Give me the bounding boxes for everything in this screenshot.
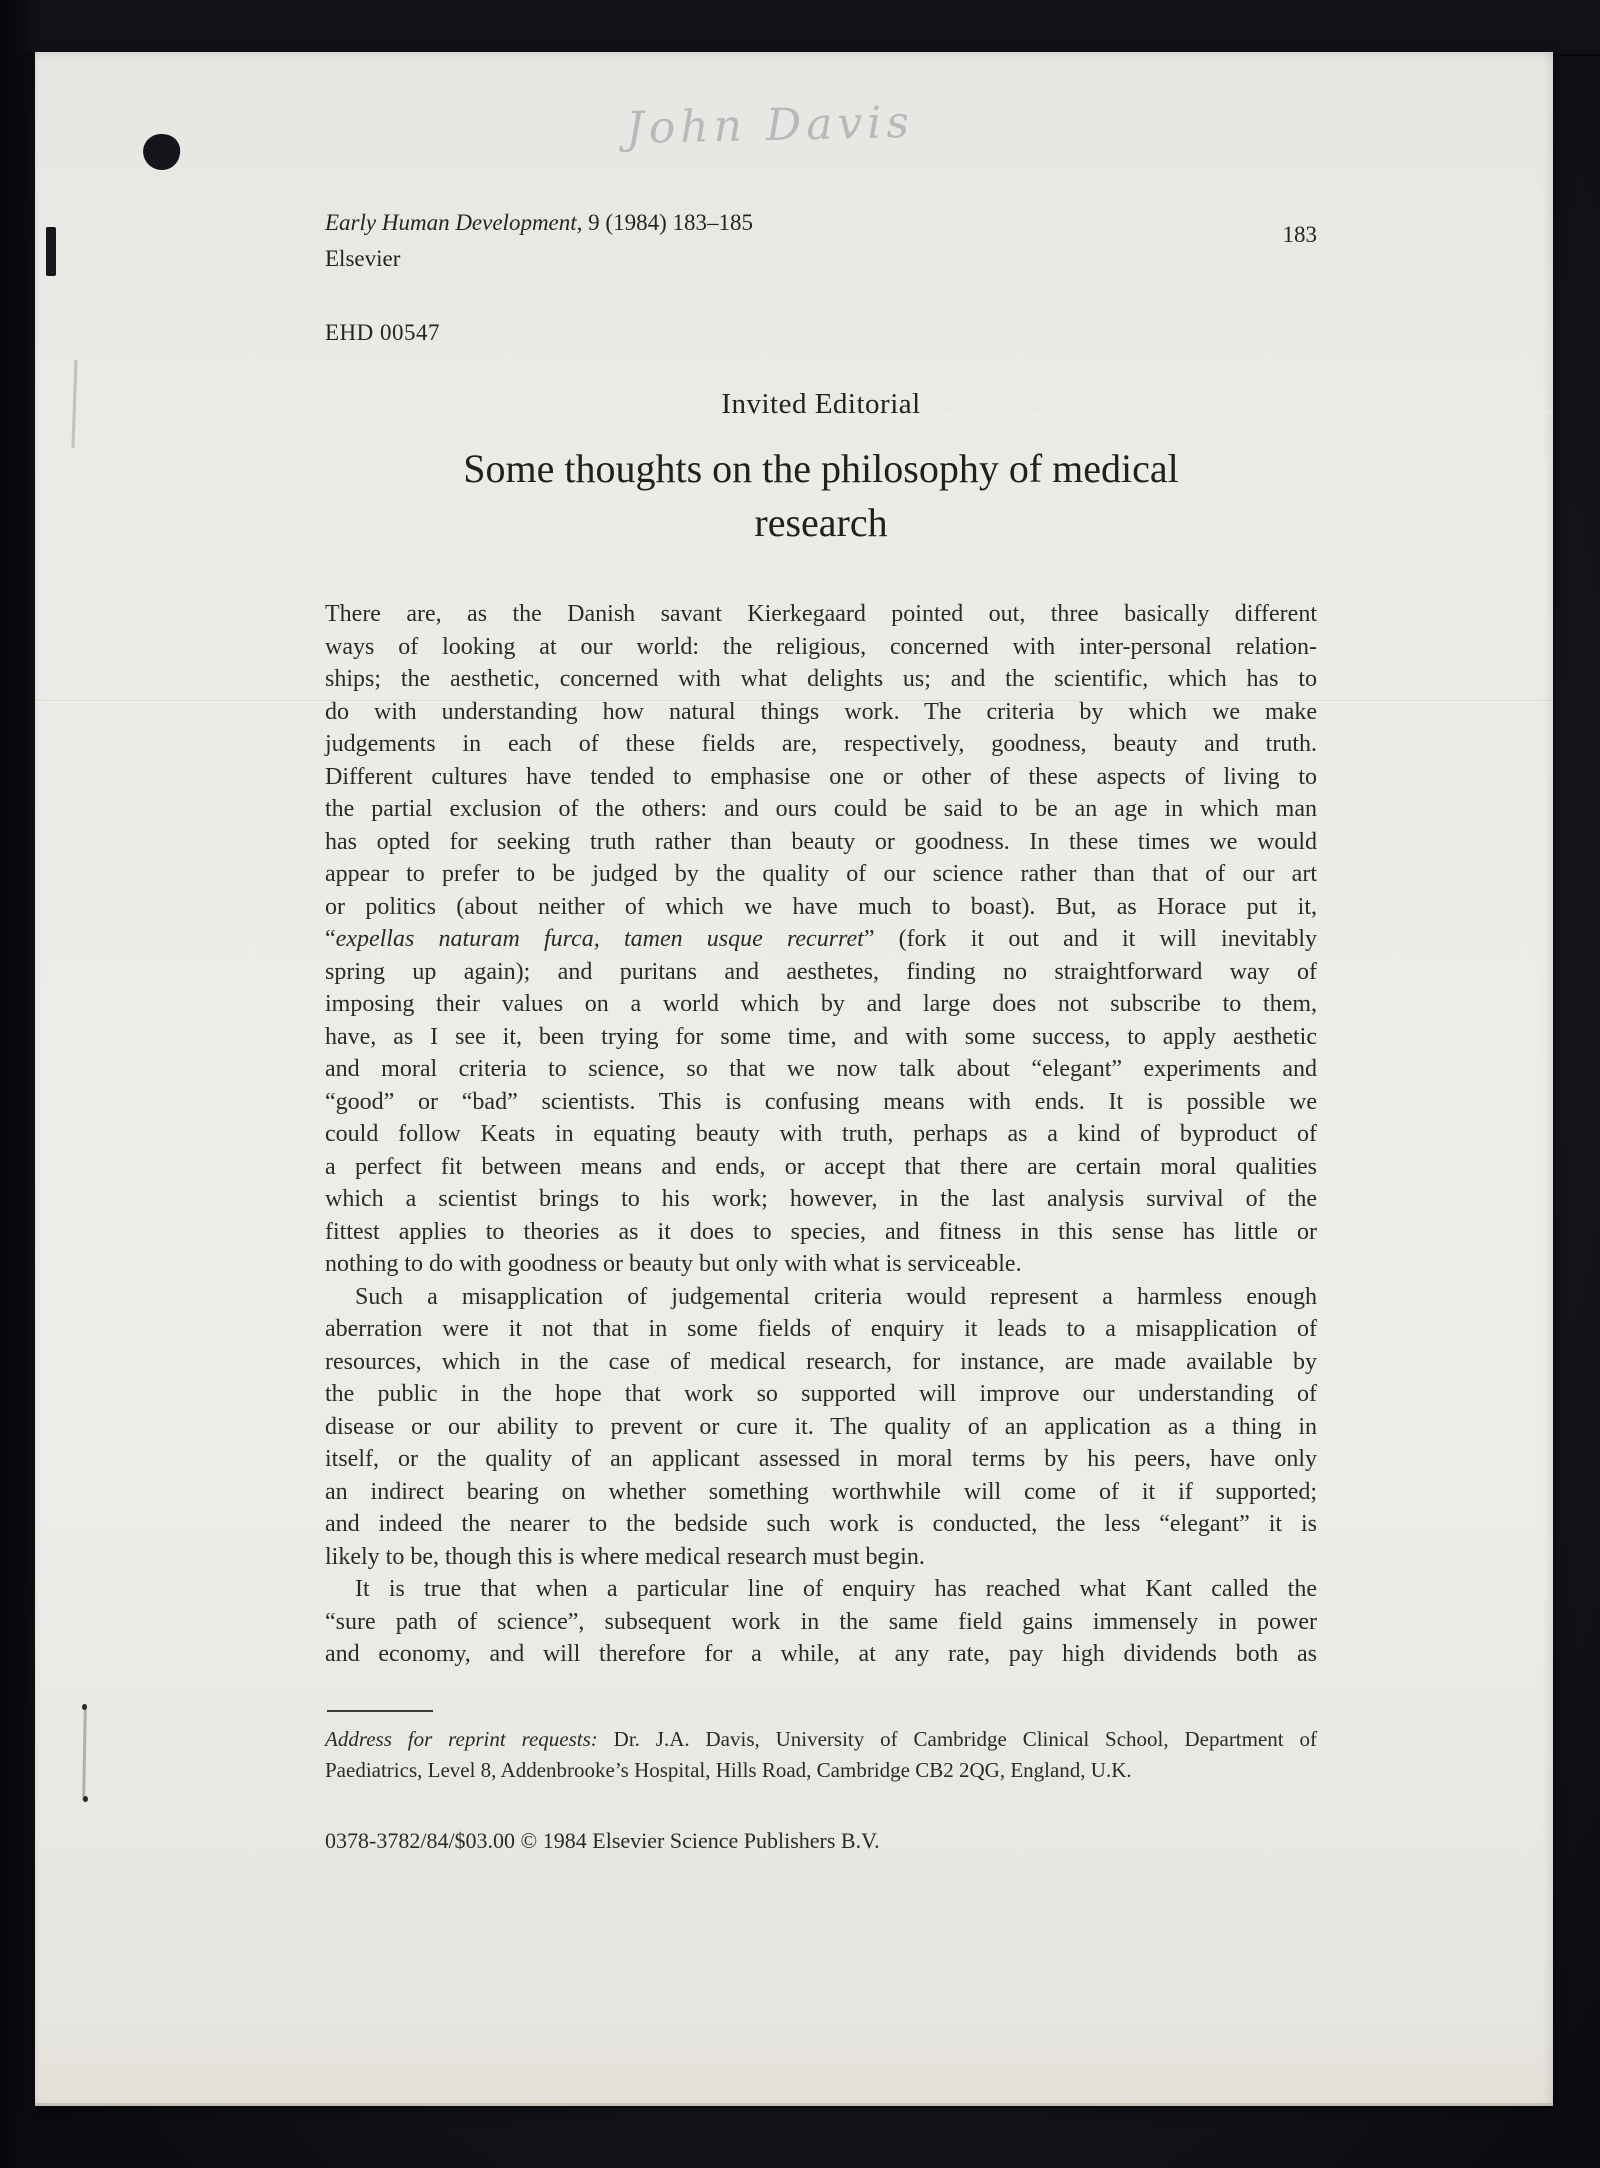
text-line: “sure path of science”, subsequent work in the same field gains immensely in power: [325, 1608, 1317, 1635]
text-line: has opted for seeking truth rather than beauty or goodness. In these times we would: [325, 828, 1317, 855]
article-title-line2: research: [754, 500, 888, 545]
text-line: resources, which in the case of medical research, for instance, are made available by: [325, 1348, 1317, 1375]
text-line: Address for reprint requests: Dr. J.A. Davis, University of Cambridge Clinical School, Department of: [325, 1727, 1317, 1751]
footnote-rule: [327, 1710, 433, 1712]
text-line: There are, as the Danish savant Kierkegaard pointed out, three basically different: [325, 601, 1317, 627]
staple-mark-top: [71, 360, 77, 448]
text-line: itself, or the quality of an applicant assessed in moral terms by his peers, have only: [325, 1446, 1317, 1472]
text-line: appear to prefer to be judged by the quality of our science rather than that of our art: [325, 861, 1317, 887]
editorial-label: Invited Editorial: [721, 388, 921, 420]
article-title: [281, 442, 1361, 550]
handwritten-name: John Davis: [625, 96, 915, 155]
text-line: the partial exclusion of the others: and ours could be said to be an age in which man: [325, 796, 1317, 822]
text-line: and moral criteria to science, so that we now talk about “elegant” experiments and: [325, 1056, 1317, 1082]
text-line: judgements in each of these fields are, respectively, goodness, beauty and truth.: [325, 731, 1317, 757]
journal-citation: Early Human Development, 9 (1984) 183–185: [325, 210, 753, 235]
text-line: fittest applies to theories as it does to species, and fitness in this sense has little or: [325, 1218, 1317, 1245]
staple-hole: [83, 1796, 88, 1802]
text-line: “expellas naturam furca, tamen usque recurret” (fork it out and it will inevitably: [325, 926, 1318, 952]
text-line: aberration were it not that in some fields of enquiry it leads to a misapplication of: [325, 1316, 1317, 1342]
article-body: [325, 598, 1317, 1671]
text-line: imposing their values on a world which by and large does not subscribe to them,: [325, 991, 1317, 1017]
text-line: spring up again); and puritans and aesthetes, finding no straightforward way of: [325, 958, 1317, 985]
page-number: 183: [1282, 222, 1317, 247]
text-line: could follow Keats in equating beauty with truth, perhaps as a kind of byproduct of: [325, 1121, 1317, 1147]
text-line: likely to be, though this is where medical research must begin.: [325, 1543, 925, 1570]
text-line: and indeed the nearer to the bedside such work is conducted, the less “elegant” it is: [325, 1511, 1317, 1537]
publisher-name: Elsevier: [325, 246, 401, 271]
body-paragraph: [325, 1573, 1317, 1671]
text-line: Paediatrics, Level 8, Addenbrooke’s Hospital, Hills Road, Cambridge CB2 2QG, England, U.K.: [325, 1757, 1132, 1782]
text-line: It is true that when a particular line of enquiry has reached what Kant called the: [355, 1576, 1317, 1602]
manuscript-code: EHD 00547: [325, 320, 441, 345]
text-line: ways of looking at our world: the religious, concerned with inter-personal relation-: [325, 633, 1317, 660]
text-line: a perfect fit between means and ends, or accept that there are certain moral qualities: [325, 1153, 1317, 1180]
article-title-line1: Some thoughts on the philosophy of medical: [463, 446, 1179, 491]
text-line: which a scientist brings to his work; however, in the last analysis survival of the: [325, 1186, 1317, 1212]
text-line: nothing to do with goodness or beauty but only with what is serviceable.: [325, 1251, 1022, 1277]
text-line: have, as I see it, been trying for some time, and with some success, to apply aesthetic: [325, 1023, 1317, 1050]
text-line: an indirect bearing on whether something worthwhile will come of it if supported;: [325, 1478, 1317, 1505]
text-line: disease or our ability to prevent or cure it. The quality of an application as a thing in: [325, 1413, 1317, 1440]
scanned-journal-page: [35, 52, 1553, 2106]
background-left-shadow: [0, 0, 36, 2168]
staple-mark-bottom: [82, 1704, 87, 1801]
copyright-line: 0378-3782/84/$03.00 © 1984 Elsevier Science Publishers B.V.: [325, 1828, 880, 1853]
text-line: ships; the aesthetic, concerned with what delights us; and the scientific, which has to: [325, 666, 1317, 692]
text-line: “good” or “bad” scientists. This is confusing means with ends. It is possible we: [325, 1088, 1317, 1115]
hole-punch: [141, 132, 183, 173]
staple-hole: [82, 1704, 87, 1710]
text-line: Different cultures have tended to emphasise one or other of these aspects of living to: [325, 763, 1317, 790]
binding-mark: [46, 227, 56, 276]
text-line: the public in the hope that work so supported will improve our understanding of: [325, 1381, 1317, 1407]
text-line: do with understanding how natural things work. The criteria by which we make: [325, 698, 1317, 725]
background-top-seam: [0, 0, 1600, 56]
body-paragraph: [325, 598, 1317, 1281]
body-paragraph: [325, 1281, 1317, 1574]
text-line: or politics (about neither of which we have much to boast). But, as Horace put it,: [325, 893, 1317, 920]
text-line: Such a misapplication of judgemental criteria would represent a harmless enough: [355, 1283, 1317, 1310]
reprint-address-footnote: [325, 1724, 1317, 1785]
journal-header: [325, 210, 1317, 247]
text-line: and economy, and will therefore for a while, at any rate, pay high dividends both as: [325, 1641, 1317, 1667]
